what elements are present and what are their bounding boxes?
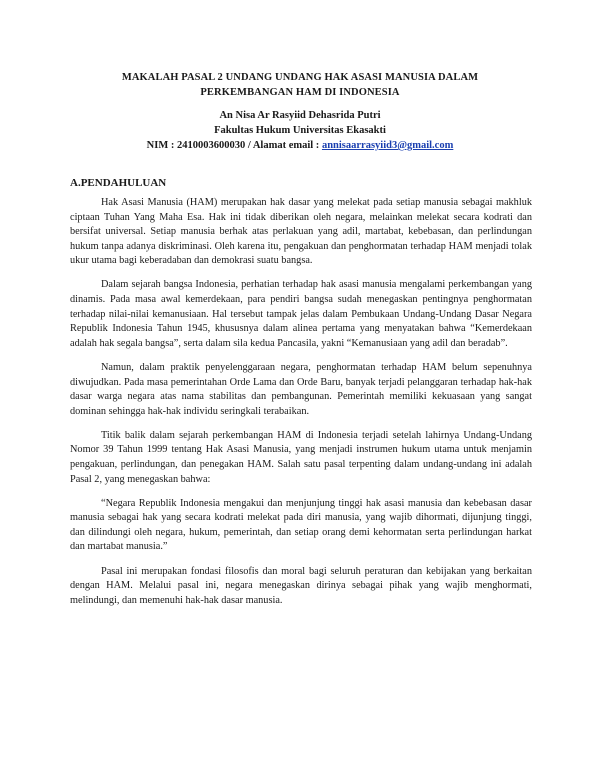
author-name: An Nisa Ar Rasyiid Dehasrida Putri [219,110,381,121]
section-heading: A.PENDAHULUAN [70,177,167,189]
author-faculty: Fakultas Hukum Universitas Ekasakti [214,125,386,136]
paragraph: Namun, dalam praktik penyelenggaraan negara, penghormatan terhadap HAM belum sepenuhnya diwujudkan. Pada masa pemerintahan Orde Lama dan Orde Baru, banyak terjadi pelanggaran terhadap hak-hak dasar warga negara atas nama stabilitas dan pembangunan. Pemerintah memiliki kekuasaan yang sangat dominan sehingga hak-hak individu seringkali terabaikan. [70,361,532,417]
quote-paragraph: “Negara Republik Indonesia mengakui dan menjunjung tinggi hak asasi manusia dan kebebasan dasar manusia sebagai hak yang secara kodrati melekat pada diri manusia, yang wajib dihormati, dijunjung tinggi, dan dilindungi oleh negara, hukum, pemerintah, dan setiap orang demi kehormatan serta perlindungan harkat dan martabat manusia.” [70,497,532,553]
nim-label: NIM : 2410003600030 / Alamat email : [146,140,322,151]
paragraph: Dalam sejarah bangsa Indonesia, perhatian terhadap hak asasi manusia mengalami perkembangan yang dinamis. Pada masa awal kemerdekaan, para pendiri bangsa sudah menegaskan pentingnya penghormatan terhadap nilai-nilai kemanusiaan. Hal tersebut tampak jelas dalam Pembukaan Undang-Undang Dasar Negara Republik Indonesia Tahun 1945, khususnya dalam alinea pertama yang menyatakan bahwa “Kemerdekaan adalah hak segala bangsa”, serta dalam sila kedua Pancasila, yakni “Kemanusiaan yang adil dan beradab”. [70,279,532,349]
email-link[interactable]: annisaarrasyiid3@gmail.com [321,140,454,151]
document-title [60,70,540,100]
author-contact [60,138,540,153]
paragraph: Titik balik dalam sejarah perkembangan HAM di Indonesia terjadi setelah lahirnya Undang-Undang Nomor 39 Tahun 1999 tentang Hak Asasi Manusia, yang menjadi instrumen hukum utama untuk menjamin pengakuan, perlindungan, dan penegakan HAM. Salah satu pasal terpenting dalam undang-undang ini adalah Pasal 2, yang menegaskan bahwa: [70,429,532,485]
title-line-1: MAKALAH PASAL 2 UNDANG UNDANG HAK ASASI MANUSIA DALAM [121,72,479,83]
paragraph: Hak Asasi Manusia (HAM) merupakan hak dasar yang melekat pada setiap manusia sebagai makhluk ciptaan Tuhan Yang Maha Esa. Hak ini tidak diberikan oleh negara, melainkan melekat secara kodrati dan bersifat universal. Setiap manusia berhak atas perlakuan yang adil, martabat, kebebasan, dan perlindungan hukum tanpa adanya diskriminasi. Oleh karena itu, pengakuan dan penghormatan terhadap HAM menjadi tolak ukur utama bagi keberadaban dan demokrasi suatu bangsa. [70,197,532,267]
author-block [60,108,540,153]
paragraph: Pasal ini merupakan fondasi filosofis dan moral bagi seluruh peraturan dan kebijakan yang berkaitan dengan HAM. Melalui pasal ini, negara menegaskan dirinya sebagai pihak yang wajib menghormati, melindungi, dan memenuhi hak-hak dasar manusia. [70,565,532,606]
body-text [70,196,532,618]
title-line-2: PERKEMBANGAN HAM DI INDONESIA [200,87,400,98]
